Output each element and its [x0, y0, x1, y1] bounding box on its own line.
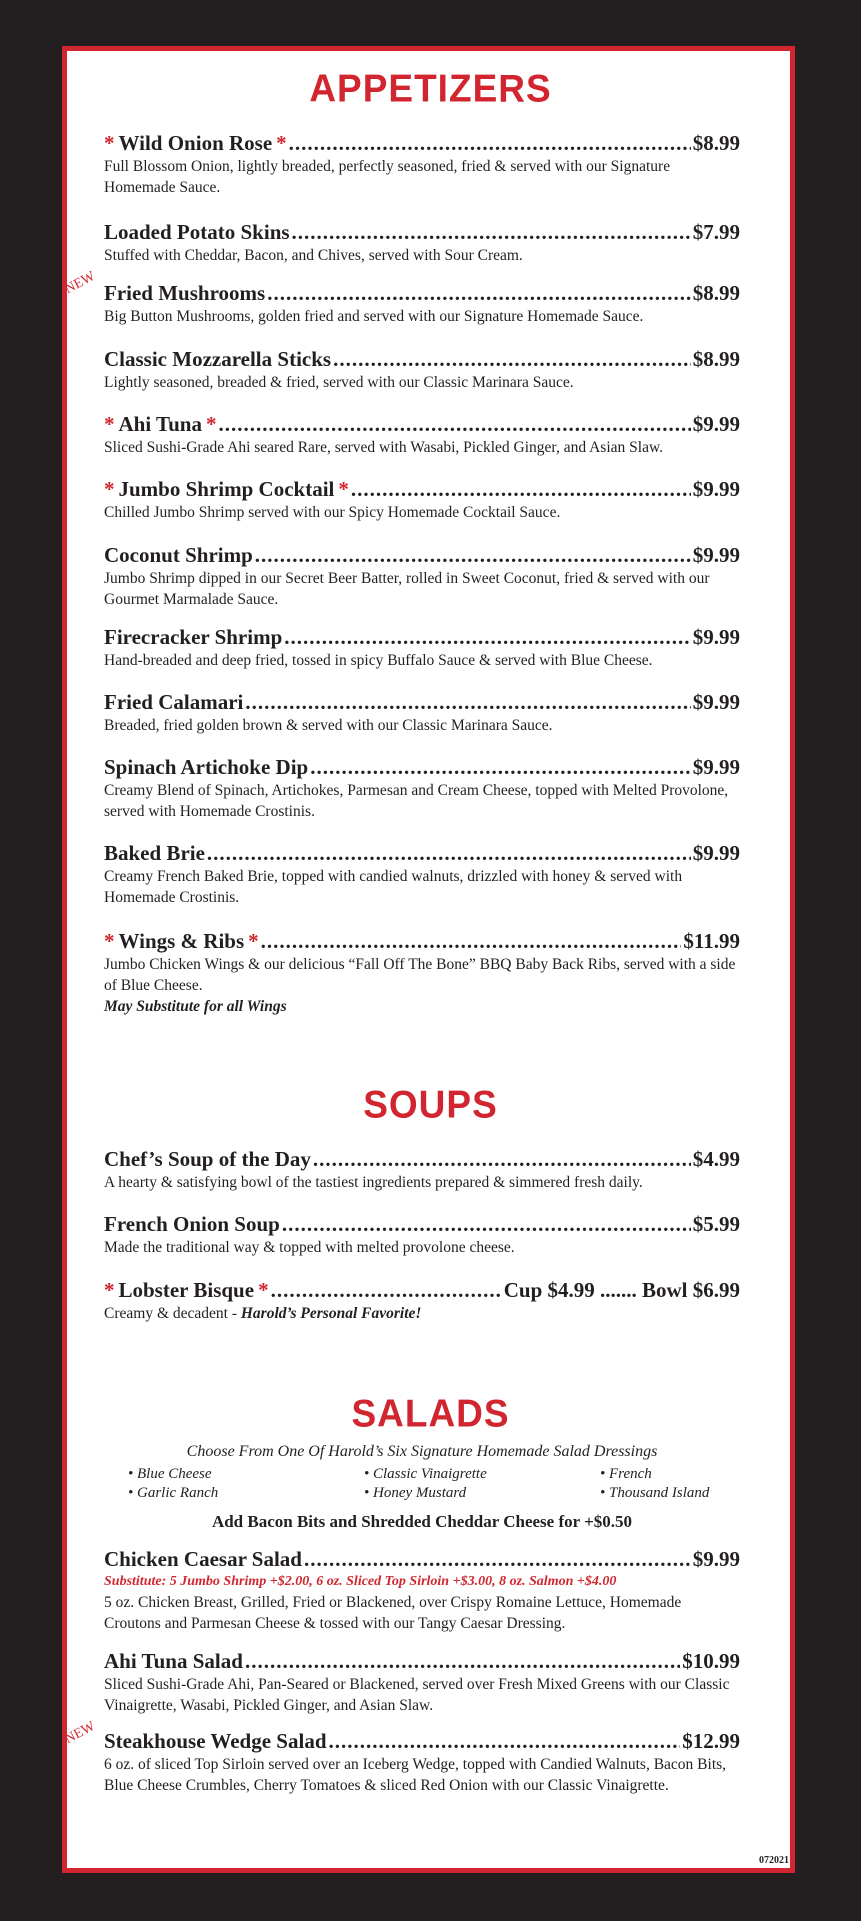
menu-item-wild-onion-rose — [104, 130, 740, 198]
leader-dots — [313, 1146, 691, 1172]
item-name: Firecracker Shrimp — [104, 625, 283, 649]
menu-item-lobster-bisque — [104, 1277, 740, 1324]
signature-star-icon: * — [104, 929, 115, 953]
menu-item-jumbo-shrimp-cocktail — [104, 476, 740, 523]
addon-note: Add Bacon Bits and Shredded Cheddar Cheese for +$0.50 — [211, 1512, 633, 1531]
menu-item-fried-mushrooms — [104, 280, 740, 327]
item-price: $4.99 — [692, 1147, 740, 1171]
menu-item-steakhouse-wedge-salad — [104, 1728, 740, 1796]
item-description: Hand-breaded and deep fried, tossed in spicy Buffalo Sauce & served with Blue Cheese. — [104, 652, 653, 669]
print-code: 072021 — [759, 1855, 789, 1866]
menu-item-baked-brie — [104, 840, 740, 908]
dressing-option: • Thousand Island — [600, 1485, 710, 1501]
leader-dots — [245, 1648, 680, 1674]
item-price: $9.99 — [692, 1547, 740, 1571]
item-price: $9.99 — [692, 690, 740, 714]
menu-item-classic-mozzarella-sticks — [104, 346, 740, 393]
item-price: $10.99 — [682, 1649, 740, 1673]
item-name: Lobster Bisque — [118, 1278, 255, 1302]
item-description: 6 oz. of sliced Top Sirloin served over an Iceberg Wedge, topped with Candied Walnuts, Bacon Bits, Blue Cheese Crumbles, Cherry Tomatoes & sliced Red Onion with our Classic Vinaigrette. — [104, 1756, 727, 1794]
item-price: $11.99 — [683, 929, 740, 953]
menu-item-wings-ribs — [104, 928, 740, 1017]
item-price: $5.99 — [692, 1212, 740, 1236]
menu-item-ahi-tuna-salad — [104, 1648, 740, 1716]
item-description: Made the traditional way & topped with melted provolone cheese. — [104, 1239, 515, 1256]
item-price: $9.99 — [692, 543, 740, 567]
menu-item-chicken-caesar-salad — [104, 1546, 740, 1634]
signature-star-icon: * — [258, 1278, 269, 1302]
item-name: Baked Brie — [104, 841, 205, 865]
item-price: $8.99 — [692, 131, 740, 155]
item-name: Wild Onion Rose — [118, 131, 273, 155]
item-description: Full Blossom Onion, lightly breaded, perfectly seasoned, fried & served with our Signature Homemade Sauce. — [104, 158, 671, 196]
leader-dots — [267, 280, 691, 306]
salads-title: SALADS — [351, 1391, 510, 1435]
item-name: Ahi Tuna Salad — [104, 1649, 243, 1673]
dressing-option: • French — [600, 1466, 652, 1482]
signature-star-icon: * — [104, 477, 115, 501]
leader-dots — [284, 624, 690, 650]
item-name: Chicken Caesar Salad — [104, 1547, 302, 1571]
leader-dots — [282, 1211, 691, 1237]
menu-item-soup-of-the-day — [104, 1146, 740, 1193]
menu-item-french-onion-soup — [104, 1211, 740, 1258]
item-name: Loaded Potato Skins — [104, 220, 290, 244]
leader-dots — [219, 411, 691, 437]
appetizers-title: APPETIZERS — [309, 66, 552, 110]
item-name: Fried Calamari — [104, 690, 244, 714]
item-note: May Substitute for all Wings — [104, 998, 287, 1015]
signature-star-icon: * — [104, 1278, 115, 1302]
item-description: 5 oz. Chicken Breast, Grilled, Fried or Blackened, over Crispy Romaine Lettuce, Homemade Croutons and Parmesan Cheese & tossed with our Tangy Caesar Dressing. — [104, 1594, 682, 1632]
menu-item-spinach-artichoke-dip — [104, 754, 740, 822]
leader-dots — [310, 754, 691, 780]
item-price: $7.99 — [692, 220, 740, 244]
item-description: Creamy Blend of Spinach, Artichokes, Parmesan and Cream Cheese, topped with Melted Provolone, served with Homemade Crostinis. — [104, 782, 729, 820]
signature-star-icon: * — [248, 929, 259, 953]
leader-dots — [207, 840, 691, 866]
item-price: $12.99 — [682, 1729, 740, 1753]
leader-dots — [292, 219, 691, 245]
item-description: Creamy French Baked Brie, topped with candied walnuts, drizzled with honey & served with Homemade Crostinis. — [104, 868, 683, 906]
signature-star-icon: * — [206, 412, 217, 436]
dressing-list — [128, 1466, 728, 1502]
item-price: $9.99 — [692, 477, 740, 501]
item-name: Classic Mozzarella Sticks — [104, 347, 332, 371]
leader-dots — [333, 346, 691, 372]
item-description-text: Creamy & decadent - — [104, 1305, 241, 1322]
leader-dots — [351, 476, 691, 502]
item-name: French Onion Soup — [104, 1212, 280, 1236]
item-name: Fried Mushrooms — [104, 281, 266, 305]
item-description: Stuffed with Cheddar, Bacon, and Chives, served with Sour Cream. — [104, 247, 523, 264]
dressing-option: • Blue Cheese — [128, 1466, 212, 1482]
leader-dots — [329, 1728, 681, 1754]
item-name: Coconut Shrimp — [104, 543, 253, 567]
dressing-option: • Garlic Ranch — [128, 1485, 219, 1501]
substitute-note: Substitute: 5 Jumbo Shrimp +$2.00, 6 oz. Sliced Top Sirloin +$3.00, 8 oz. Salmon +$4.00 — [104, 1574, 617, 1589]
menu-item-ahi-tuna — [104, 411, 740, 458]
item-description: Breaded, fried golden brown & served with our Classic Marinara Sauce. — [104, 717, 553, 734]
menu-item-loaded-potato-skins — [104, 219, 740, 266]
item-name: Chef’s Soup of the Day — [104, 1147, 311, 1171]
item-description: Jumbo Shrimp dipped in our Secret Beer Batter, rolled in Sweet Coconut, fried & served with our Gourmet Marmalade Sauce. — [104, 570, 710, 608]
item-description: Chilled Jumbo Shrimp served with our Spicy Homemade Cocktail Sauce. — [104, 504, 561, 521]
item-name: Steakhouse Wedge Salad — [104, 1729, 327, 1753]
item-description: Lightly seasoned, breaded & fried, served with our Classic Marinara Sauce. — [104, 374, 574, 391]
leader-dots — [304, 1546, 691, 1572]
signature-star-icon: * — [104, 412, 115, 436]
favorite-note: Harold’s Personal Favorite! — [240, 1305, 422, 1322]
item-price: $9.99 — [692, 841, 740, 865]
item-price: $8.99 — [692, 347, 740, 371]
dressing-option: • Classic Vinaigrette — [364, 1466, 487, 1482]
item-price: $9.99 — [692, 625, 740, 649]
signature-star-icon: * — [104, 131, 115, 155]
item-description: Jumbo Chicken Wings & our delicious “Fall Off The Bone” BBQ Baby Back Ribs, served with a side of Blue Cheese. — [104, 956, 736, 994]
item-description: Sliced Sushi-Grade Ahi, Pan-Seared or Blackened, served over Fresh Mixed Greens with our Classic Vinaigrette, Wasabi, Pickled Ginger, and Asian Slaw. — [104, 1676, 730, 1714]
item-description — [104, 1303, 740, 1324]
item-price: Cup $4.99 ....... Bowl $6.99 — [503, 1278, 740, 1302]
item-description: A hearty & satisfying bowl of the tastiest ingredients prepared & simmered fresh daily. — [104, 1174, 643, 1191]
menu-item-fried-calamari — [104, 689, 740, 736]
leader-dots — [255, 542, 691, 568]
leader-dots — [245, 689, 690, 715]
item-name: Spinach Artichoke Dip — [104, 755, 309, 779]
menu-item-coconut-shrimp — [104, 542, 740, 610]
item-name: Wings & Ribs — [118, 929, 245, 953]
leader-dots — [289, 130, 691, 156]
signature-star-icon: * — [276, 131, 287, 155]
menu-item-firecracker-shrimp — [104, 624, 740, 671]
item-price: $9.99 — [692, 755, 740, 779]
dressing-option: • Honey Mustard — [364, 1485, 467, 1501]
item-name: Ahi Tuna — [118, 412, 202, 436]
new-badge: NEW — [62, 1718, 98, 1748]
leader-dots — [271, 1277, 502, 1303]
item-description: Sliced Sushi-Grade Ahi seared Rare, served with Wasabi, Pickled Ginger, and Asian Slaw. — [104, 439, 664, 456]
dressing-intro: Choose From One Of Harold’s Six Signature Homemade Salad Dressings — [186, 1443, 658, 1460]
item-price: $9.99 — [692, 412, 740, 436]
item-description: Big Button Mushrooms, golden fried and served with our Signature Homemade Sauce. — [104, 308, 644, 325]
item-name: Jumbo Shrimp Cocktail — [118, 477, 335, 501]
new-badge: NEW — [62, 268, 98, 298]
soups-title: SOUPS — [363, 1082, 498, 1126]
item-price: $8.99 — [692, 281, 740, 305]
leader-dots — [261, 928, 682, 954]
signature-star-icon: * — [338, 477, 349, 501]
